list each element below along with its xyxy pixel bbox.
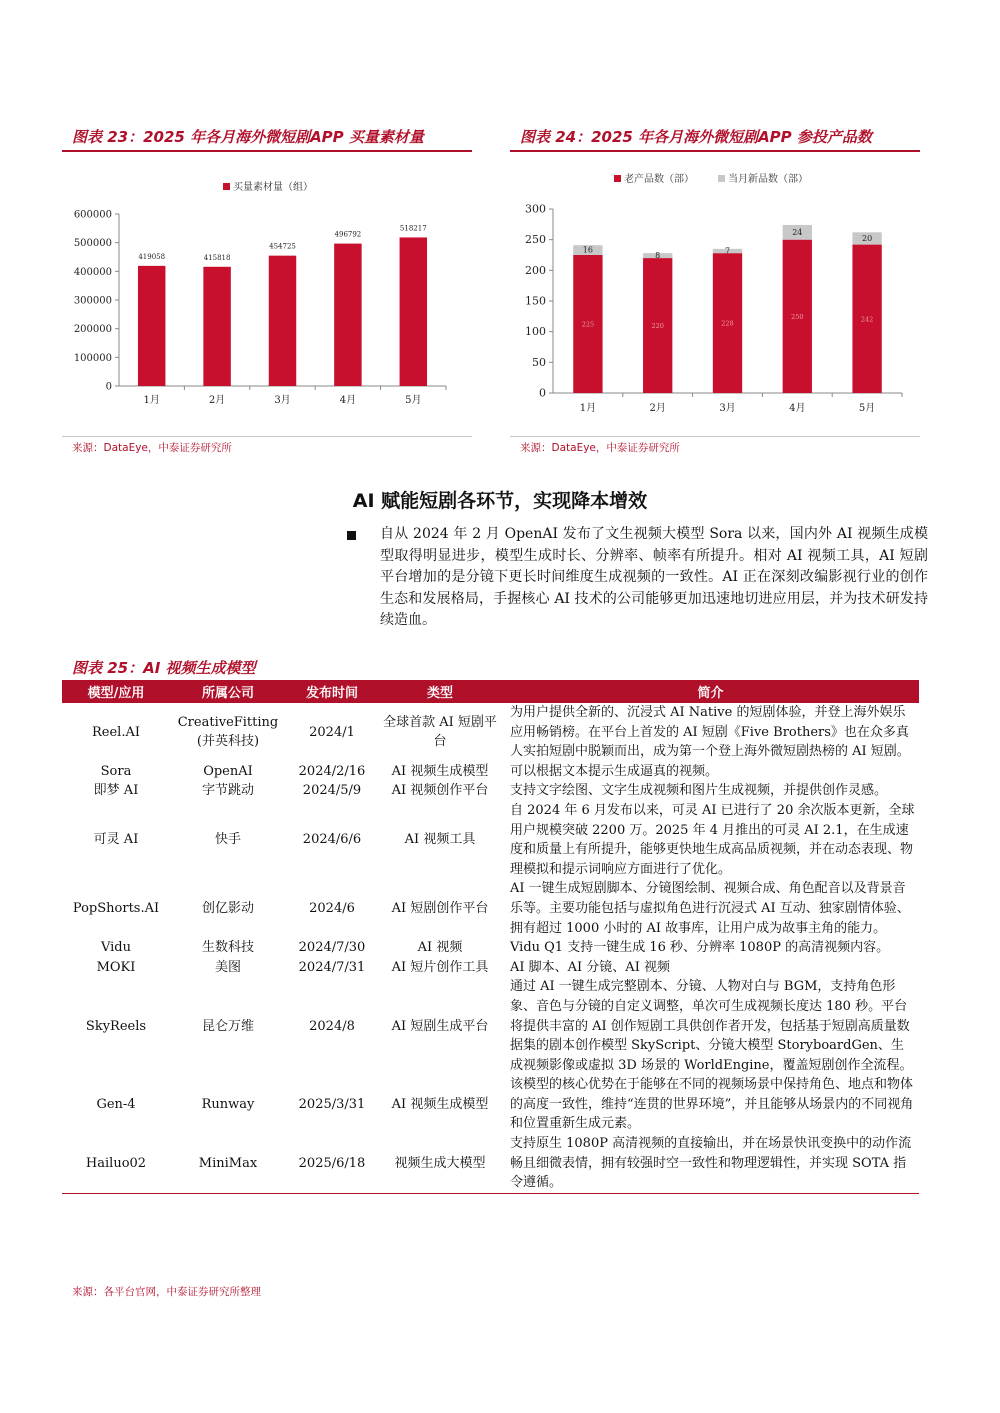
legend-swatch: [223, 183, 230, 190]
x-tick-label: 5月: [858, 403, 876, 414]
table-row: [62, 1134, 919, 1193]
data-label: 454725: [269, 242, 296, 251]
legend-swatch: [614, 175, 621, 182]
legend-label: 买量素材量（组）: [233, 182, 313, 193]
y-tick-label: 150: [525, 294, 546, 308]
cell-company: 美图: [214, 959, 241, 975]
y-tick-label: 100: [525, 325, 546, 339]
cell-model: 可灵 AI: [93, 832, 139, 848]
y-tick-label: 300000: [73, 295, 112, 307]
cell-type: 视频生成大模型: [378, 1134, 502, 1193]
fig24-title-rule: [510, 150, 920, 152]
bar: [334, 244, 361, 386]
cell-model: Reel.AI: [92, 724, 140, 740]
cell-type: AI 视频生成模型: [391, 1096, 489, 1112]
x-tick-label: 3月: [274, 395, 291, 406]
data-label: 242: [860, 315, 874, 324]
legend-swatch: [718, 175, 725, 182]
cell-date: 2025/3/31: [298, 1096, 366, 1112]
section-heading: AI 赋能短剧各环节，实现降本增效: [352, 490, 648, 512]
data-label: 7: [724, 246, 731, 256]
table-row: [62, 958, 919, 978]
cell-company: CreativeFitting (并英科技): [177, 714, 279, 750]
cell-model: Hailuo02: [62, 1134, 170, 1193]
table-header-row: [62, 680, 919, 703]
x-tick-label: 2月: [208, 395, 226, 406]
y-tick-label: 100000: [73, 352, 112, 364]
cell-model: PopShorts.AI: [72, 900, 160, 916]
col-header-type: 类型: [378, 680, 502, 703]
data-label: 24: [792, 227, 803, 237]
cell-model: SkyReels: [85, 1018, 147, 1034]
x-tick-label: 4月: [789, 403, 806, 414]
fig25-source: 来源：各平台官网，中泰证券研究所整理: [72, 1286, 261, 1298]
cell-desc: 支持文字绘图、文字生成视频和图片生成视频，并提供创作灵感。: [510, 783, 888, 799]
cell-type: AI 视频工具: [404, 832, 476, 848]
cell-model: 即梦 AI: [93, 783, 139, 799]
cell-desc: AI 脚本、AI 分镜、AI 视频: [510, 959, 670, 975]
data-label: 220: [651, 322, 664, 331]
cell-date: 2024/1: [309, 724, 355, 740]
y-tick-label: 0: [539, 386, 546, 400]
legend-label: 当月新品数（部）: [728, 174, 808, 185]
cell-desc: 可以根据文本提示生成逼真的视频。: [510, 763, 719, 779]
y-tick-label: 300: [525, 202, 546, 216]
table-row: [62, 977, 919, 1075]
col-header-date: 发布时间: [286, 680, 378, 703]
y-tick-label: 250: [525, 233, 546, 247]
data-label: 415818: [203, 253, 231, 262]
cell-company: 快手: [214, 832, 241, 848]
data-label: 8: [655, 251, 661, 261]
data-label: 496792: [334, 230, 362, 239]
y-tick-label: 400000: [73, 266, 112, 278]
legend-label: 老产品数（部）: [624, 174, 694, 185]
fig23-title: 图表 23：2025 年各月海外微短剧APP 买量素材量: [72, 128, 424, 146]
y-tick-label: 500000: [73, 238, 112, 250]
cell-type: AI 短剧创作平台: [391, 900, 489, 916]
cell-desc: 该模型的核心优势在于能够在不同的视频场景中保持角色、地点和物体的高度一致性，维持“连贯的世界环境”，并且能够从场景内的不同视角和位置重新生成元素。: [510, 1077, 914, 1132]
cell-company: 字节跳动: [201, 783, 254, 799]
cell-model: Vidu: [100, 940, 131, 956]
cell-type: AI 视频生成模型: [391, 763, 489, 779]
cell-company: 生数科技: [201, 940, 254, 956]
x-tick-label: 4月: [339, 395, 357, 406]
table-row: [62, 703, 919, 762]
col-header-model: 模型/应用: [62, 680, 170, 703]
x-tick-label: 2月: [649, 403, 666, 414]
data-label: 225: [581, 320, 595, 329]
y-tick-label: 50: [532, 355, 546, 369]
table-row: [62, 1075, 919, 1134]
bar: [203, 267, 230, 386]
x-tick-label: 3月: [719, 403, 736, 414]
table-row: [62, 938, 919, 958]
cell-type: 全球首款 AI 短剧平台: [383, 714, 497, 750]
fig24-source: 来源：DataEye，中泰证券研究所: [520, 442, 680, 454]
bar: [138, 266, 165, 386]
y-tick-label: 200000: [73, 324, 112, 336]
x-tick-label: 1月: [579, 403, 597, 414]
table-row: [62, 762, 919, 782]
cell-company: 创亿影动: [201, 900, 254, 916]
cell-date: 2024/5/9: [302, 783, 362, 799]
cell-desc: 支持原生 1080P 高清视频的直接输出，并在场景快讯变换中的动作流畅且细微表情，拥有较强时空一致性和物理逻辑性，并实现 SOTA 指令遵循。: [502, 1134, 919, 1193]
table-row: [62, 801, 919, 879]
cell-desc: 为用户提供全新的、沉浸式 AI Native 的短剧体验，并登上海外娱乐应用畅销榜。在平台上首发的 AI 短剧《Five Brothers》也在众多真人实拍短剧中脱颖而出，成为第一个登上海外微短剧热榜的 AI 短剧。: [510, 705, 910, 760]
fig25-title: 图表 25：AI 视频生成模型: [72, 659, 256, 677]
ai-models-table: [62, 680, 919, 1194]
col-header-company: 所属公司: [170, 680, 286, 703]
y-tick-label: 0: [105, 381, 112, 393]
data-label: 250: [791, 312, 804, 321]
cell-date: 2024/8: [309, 1018, 355, 1034]
cell-date: 2024/6/6: [302, 832, 362, 848]
cell-date: 2024/6: [309, 900, 355, 916]
data-label: 518217: [399, 224, 427, 233]
fig24-title: 图表 24：2025 年各月海外微短剧APP 参投产品数: [520, 128, 872, 146]
cell-type: AI 短片创作工具: [391, 959, 489, 975]
y-tick-label: 600000: [73, 209, 112, 221]
x-tick-label: 5月: [405, 395, 422, 406]
cell-company: Runway: [201, 1096, 255, 1112]
fig24-bottom-rule: [510, 436, 920, 437]
table-row: [62, 781, 919, 801]
cell-date: 2024/7/30: [298, 940, 366, 956]
cell-company: 昆仑万维: [201, 1018, 254, 1034]
table-row: [62, 879, 919, 938]
cell-company: OpenAI: [203, 763, 253, 779]
cell-model: Sora: [100, 763, 132, 779]
fig23-bottom-rule: [62, 436, 472, 437]
cell-type: AI 短剧生成平台: [391, 1018, 489, 1034]
cell-type: AI 视频创作平台: [391, 783, 489, 799]
fig23-title-rule: [62, 150, 472, 152]
cell-model: MOKI: [96, 959, 136, 975]
y-tick-label: 200: [525, 263, 546, 277]
cell-date: 2024/2/16: [298, 763, 366, 779]
section-paragraph: 自从 2024 年 2 月 OpenAI 发布了文生视频大模型 Sora 以来，国内外 AI 视频生成模型取得明显进步，模型生成时长、分辨率、帧率有所提升。相对 AI 视频工具，AI 短剧平台增加的是分镜下更长时间维度生成视频的一致性。AI 正在深刻改编影视行业的创作生态和发展格局，手握核心 AI 技术的公司能够更加迅速地切进应用层，并为技术研发持续造血。: [380, 526, 928, 629]
cell-desc: AI 一键生成短剧脚本、分镜图绘制、视频合成、角色配音以及背景音乐等。主要功能包括与虚拟角色进行沉浸式 AI 互动、独家剧情体验、拥有超过 1000 小时的 AI 故事库，让用户成为故事主角的能力。: [510, 881, 910, 936]
fig23-source: 来源：DataEye，中泰证券研究所: [72, 442, 232, 454]
x-tick-label: 1月: [143, 395, 160, 406]
bullet-marker: [347, 531, 356, 540]
bar: [400, 237, 427, 386]
data-label: 228: [721, 319, 734, 328]
data-label: 419058: [138, 252, 166, 261]
cell-type: AI 视频: [417, 940, 463, 956]
data-label: 16: [582, 245, 593, 255]
cell-date: 2025/6/18: [286, 1134, 378, 1193]
cell-company: MiniMax: [170, 1134, 286, 1193]
bar: [269, 256, 296, 386]
cell-desc: Vidu Q1 支持一键生成 16 秒、分辨率 1080P 的高清视频内容。: [510, 940, 890, 956]
fig23-chart: [62, 160, 474, 432]
cell-model: Gen-4: [96, 1096, 136, 1112]
cell-desc: 通过 AI 一键生成完整剧本、分镜、人物对白与 BGM，支持角色形象、音色与分镜的自定义调整，单次可生成视频长度达 180 秒。平台将提供丰富的 AI 创作短剧工具供创作者开发，包括基于短剧高质量数据集的剧本创作模型 SkyScript、分镜大模型 StoryboardGen、生成视频影像或虚拟 3D 场景的 WorldEngine，覆盖短剧创作全流程。: [510, 979, 913, 1073]
data-label: 20: [862, 233, 873, 243]
cell-desc: 自 2024 年 6 月发布以来，可灵 AI 已进行了 20 余次版本更新，全球用户规模突破 2200 万。2025 年 4 月推出的可灵 AI 2.1，在生成速度和质量上有所提升，能够更快地生成高品质视频，并在动态表现、物理模拟和提示词响应方面进行了优化。: [510, 802, 915, 877]
fig24-chart: [510, 160, 922, 432]
col-header-desc: 简介: [502, 680, 919, 703]
cell-date: 2024/7/31: [298, 959, 366, 975]
